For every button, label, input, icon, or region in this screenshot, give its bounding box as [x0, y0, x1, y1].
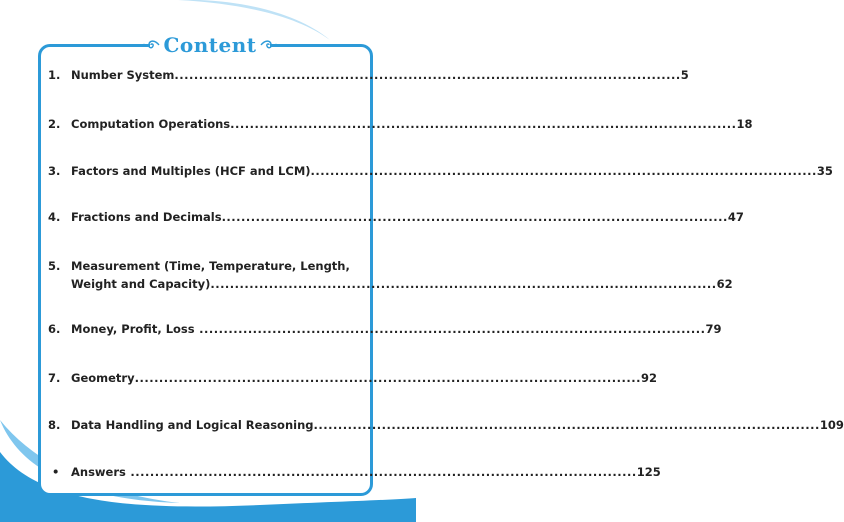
entry-number: 1. — [48, 68, 61, 82]
entry-number: 4. — [48, 210, 61, 224]
entry-number: 5. — [48, 259, 61, 273]
entry-number: 8. — [48, 418, 61, 432]
entry-number: 2. — [48, 117, 61, 131]
entry-title: Answers — [71, 465, 126, 479]
entry-title: Money, Profit, Loss — [71, 322, 195, 336]
entry-page: 79 — [705, 322, 722, 336]
entry-title: Fractions and Decimals — [71, 210, 222, 224]
entry-title: Computation Operations — [71, 117, 231, 131]
title-banner — [150, 32, 270, 58]
entry-page: 62 — [716, 277, 733, 291]
leader-dots: ........................................................................................................ — [230, 117, 737, 131]
entry-title: Geometry — [71, 371, 135, 385]
entry-page: 35 — [816, 164, 833, 178]
leader-dots: ........................................................................................................ — [310, 164, 817, 178]
page-title: Content — [163, 33, 257, 57]
entry-number: 7. — [48, 371, 61, 385]
entry-title: Weight and Capacity) — [71, 277, 211, 291]
entry-page: 5 — [680, 68, 689, 82]
ornament-left-icon — [142, 39, 160, 51]
entry-page: 125 — [636, 465, 661, 479]
bullet-icon: • — [52, 465, 60, 479]
entry-page: 47 — [727, 210, 744, 224]
leader-dots: ........................................................................................................ — [174, 68, 681, 82]
leader-dots: ........................................................................................................ — [134, 371, 641, 385]
leader-dots: ........................................................................................................ — [221, 210, 728, 224]
entry-number: 6. — [48, 322, 61, 336]
leader-dots: ........................................................................................................ — [210, 277, 717, 291]
entry-page: 92 — [640, 371, 657, 385]
ornament-right-icon — [260, 39, 278, 51]
entry-title: Factors and Multiples (HCF and LCM) — [71, 164, 311, 178]
leader-dots: ........................................................................................................ — [194, 322, 706, 336]
entry-page: 18 — [736, 117, 753, 131]
leader-dots: ........................................................................................................ — [313, 418, 820, 432]
entry-page: 109 — [819, 418, 844, 432]
entry-title: Number System — [71, 68, 175, 82]
entry-number: 3. — [48, 164, 61, 178]
leader-dots: ........................................................................................................ — [125, 465, 637, 479]
entry-title-line1: Measurement (Time, Temperature, Length, — [71, 259, 350, 273]
entry-title: Data Handling and Logical Reasoning — [71, 418, 314, 432]
